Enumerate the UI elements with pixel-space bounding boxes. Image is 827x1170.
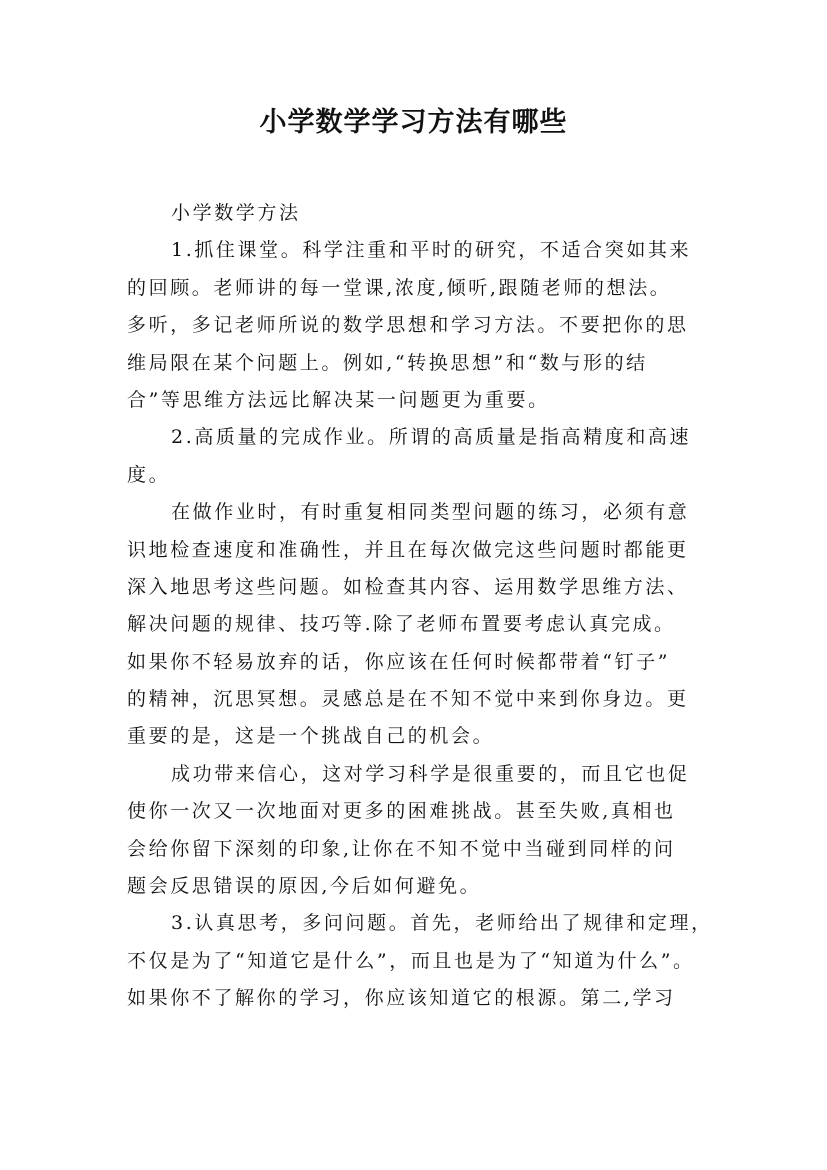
- paragraph-line: 深入地思考这些问题。如检查其内容、运用数学思维方法、: [127, 575, 689, 598]
- paragraph-line: 如果你不了解你的学习，你应该知道它的根源。第二,学习: [127, 987, 676, 1010]
- document-title: 小学数学学习方法有哪些: [259, 107, 568, 138]
- paragraph-line: 会给你留下深刻的印象,让你在不知不觉中当碰到同样的问: [127, 837, 676, 860]
- paragraph-line: 解决问题的规律、技巧等.除了老师布置要考虑认真完成。: [127, 613, 676, 636]
- paragraph-line: 的精神，沉思冥想。灵感总是在不知不觉中来到你身边。更: [127, 688, 689, 711]
- paragraph-line: 度。: [127, 463, 171, 486]
- paragraph-line: 使你一次又一次地面对更多的困难挑战。甚至失败,真相也: [127, 800, 676, 823]
- paragraph-line: 3.认真思考，多问问题。首先，老师给出了规律和定理，: [171, 912, 713, 935]
- paragraph-line: 识地检查速度和准确性，并且在每次做完这些问题时都能更: [127, 538, 689, 561]
- paragraph-line: 1.抓住课堂。科学注重和平时的研究，不适合突如其来: [171, 239, 692, 262]
- paragraph-line: 题会反思错误的原因,今后如何避免。: [127, 875, 482, 898]
- paragraph-line: 如果你不轻易放弃的话，你应该在任何时候都带着“钉子”: [127, 650, 671, 673]
- section-heading-line: 小学数学方法: [171, 202, 301, 224]
- paragraph-line: 成功带来信心，这对学习科学是很重要的，而且它也促: [171, 762, 690, 785]
- paragraph-line: 维局限在某个问题上。例如,“转换思想”和“数与形的结: [127, 351, 648, 374]
- paragraph-line: 2.高质量的完成作业。所谓的高质量是指高精度和高速: [171, 426, 692, 449]
- document-body: [127, 195, 717, 1018]
- paragraph-line: 的回顾。老师讲的每一堂课,浓度,倾听,跟随老师的想法。: [127, 276, 672, 299]
- paragraph-line: 重要的是，这是一个挑战自己的机会。: [127, 725, 495, 748]
- paragraph-line: 多听，多记老师所说的数学思想和学习方法。不要把你的思: [127, 314, 689, 337]
- paragraph-line: 合”等思维方法远比解决某一问题更为重要。: [127, 388, 550, 411]
- paragraph-line: 不仅是为了“知道它是什么”，而且也是为了“知道为什么”。: [127, 949, 695, 972]
- paragraph-line: 在做作业时，有时重复相同类型问题的练习，必须有意: [171, 501, 690, 524]
